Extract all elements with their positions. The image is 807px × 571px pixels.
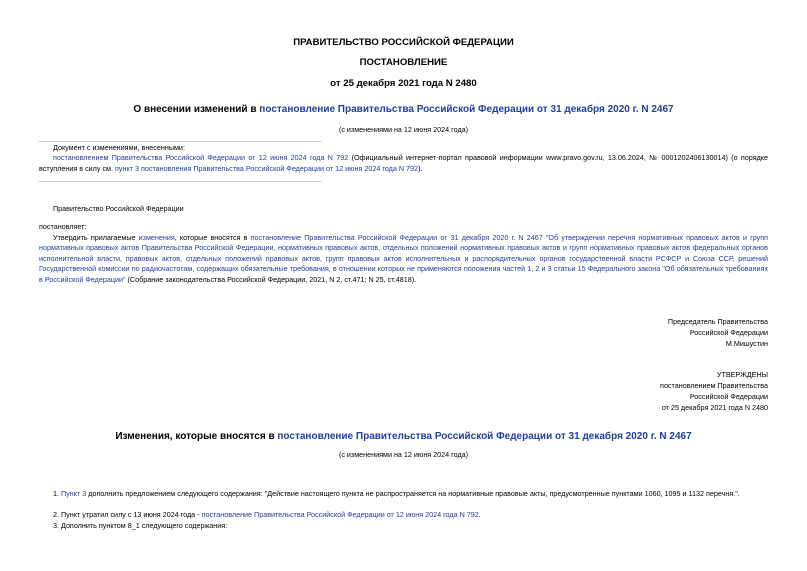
paragraph-end: (Собрание законодательства Российской Федерации, 2021, N 2, ст.471; N 25, ст.4818). bbox=[125, 274, 417, 284]
government-heading: ПРАВИТЕЛЬСТВО РОССИЙСКОЙ ФЕДЕРАЦИИ bbox=[293, 37, 514, 48]
paragraph-mid: , которые вносятся в bbox=[174, 233, 251, 242]
item1-number: 1. bbox=[53, 489, 61, 498]
changes-title-link[interactable]: постановление Правительства Российской Федерации от 31 декабря 2020 г. N 2467 bbox=[277, 431, 692, 442]
approved-block bbox=[660, 369, 768, 413]
changes-title bbox=[0, 431, 807, 442]
signature-line-2: Российской Федерации bbox=[689, 328, 768, 337]
change-item-1 bbox=[39, 489, 768, 499]
main-paragraph bbox=[39, 233, 768, 285]
paragraph-start: Утвердить прилагаемые bbox=[53, 233, 139, 242]
item1-link[interactable]: Пункт 3 bbox=[61, 489, 87, 498]
changes-note-intro: Документ с изменениями, внесенными: bbox=[53, 143, 185, 152]
decides-text: постановляет: bbox=[39, 222, 87, 231]
title-prefix: О внесении изменений в bbox=[133, 104, 260, 115]
change-item-2 bbox=[39, 510, 768, 520]
document-title bbox=[0, 104, 807, 115]
approved-line-1: УТВЕРЖДЕНЫ bbox=[716, 370, 768, 379]
item2-text: 2. Пункт утратил силу с 13 июня 2024 года - bbox=[53, 510, 202, 519]
changes-note bbox=[39, 143, 768, 174]
approved-line-2: постановлением Правительства bbox=[660, 381, 768, 390]
resolution-2467-link[interactable]: постановление Правительства Российской Федерации от 31 декабря 2020 г. N 2467 "Об утверждении перечня нормативных правовых актов и групп нормативных правовых актов Правительства Российской Федерации, нормативных правовых актов, отдельных положений нормативных правовых актов и групп нормативных правовых актов федеральных органов исполнительной власти, правовых актов, отдельных положений правовых актов, групп правовых актов исполнительных и распорядительных органов государственной власти РСФСР и Союза ССР, решений Государственной комиссии по радиочастотам, содержащих обязательные требования, в отношении которых не применяются положения частей 1, 2 и 3 статьи 15 Федерального закона "Об обязательных требованиях в Российской Федерации" bbox=[39, 233, 768, 284]
item2-end: . bbox=[478, 510, 481, 519]
date-number-heading: от 25 декабря 2021 года N 2480 bbox=[330, 78, 477, 89]
issuer-text: Правительство Российской Федерации bbox=[53, 204, 184, 213]
changes-link[interactable]: изменения bbox=[138, 233, 175, 242]
signature-line-1: Председатель Правительства bbox=[667, 317, 768, 326]
doc-type-heading: ПОСТАНОВЛЕНИЕ bbox=[359, 57, 448, 68]
approved-line-4: от 25 декабря 2021 года N 2480 bbox=[661, 403, 768, 412]
signature-block bbox=[668, 316, 768, 349]
change-item-3 bbox=[39, 521, 768, 531]
divider-top bbox=[39, 141, 321, 142]
edition-note: (с изменениями на 12 июня 2024 года) bbox=[338, 125, 469, 134]
approved-line-3: Российской Федерации bbox=[689, 392, 768, 401]
changes-edition-note: (с изменениями на 12 июня 2024 года) bbox=[338, 450, 469, 459]
changes-title-prefix: Изменения, которые вносятся в bbox=[115, 431, 278, 442]
changes-note-link-792[interactable]: постановлением Правительства Российской Федерации от 12 июня 2024 года N 792 bbox=[53, 153, 349, 163]
changes-note-end: ). bbox=[418, 163, 423, 173]
item3-text: 3. Дополнить пунктом 8_1 следующего содержания: bbox=[53, 521, 228, 530]
item1-text: дополнить предложением следующего содержания: "Действие настоящего пункта не распространяется на нормативные правовые акты, предусмотренные пунктами 1060, 1095 и 1132 перечня.". bbox=[86, 489, 740, 498]
signature-line-3: М.Мишустин bbox=[725, 339, 768, 348]
divider-bottom bbox=[39, 181, 321, 182]
title-link[interactable]: постановление Правительства Российской Федерации от 31 декабря 2020 г. N 2467 bbox=[259, 104, 674, 115]
changes-note-text: (Официальный интернет-портал правовой информации www.pravo.gov.ru, 13.06.2024, № 0001202406130014) (о порядке вступления в силу см. bbox=[39, 153, 768, 173]
changes-note-link-p3[interactable]: пункт 3 постановления Правительства Российской Федерации от 12 июня 2024 года N 792 bbox=[115, 163, 419, 173]
item2-link[interactable]: постановление Правительства Российской Федерации от 12 июня 2024 года N 792 bbox=[201, 510, 479, 519]
